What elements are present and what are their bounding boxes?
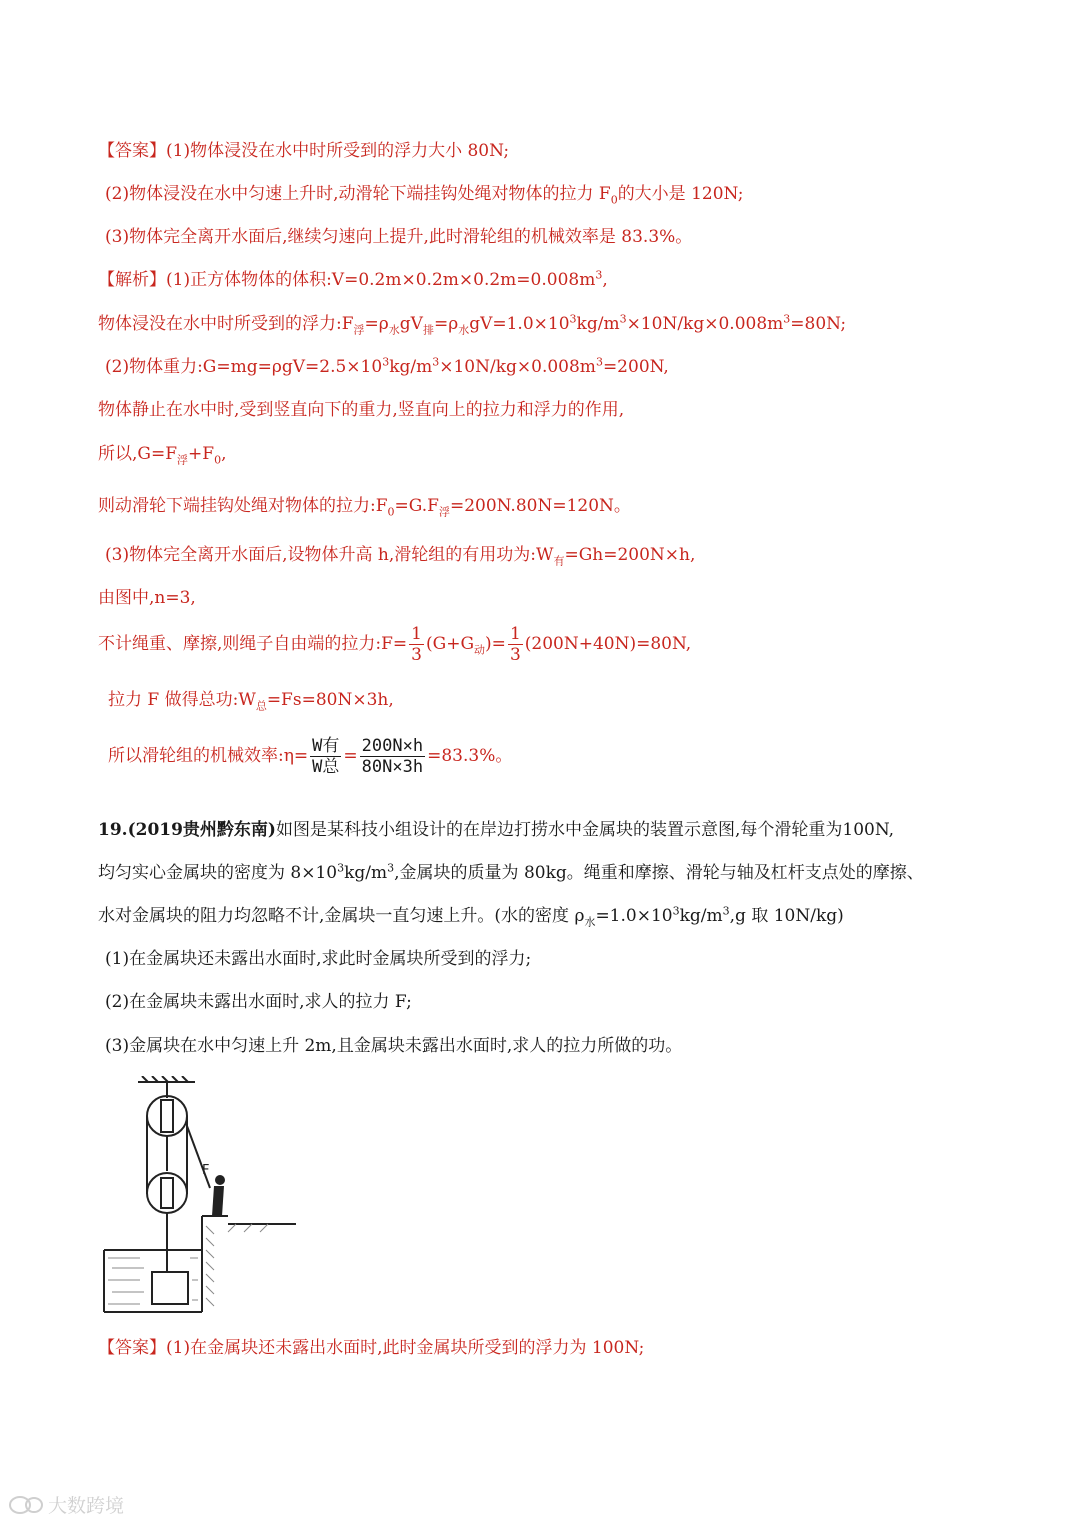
person-icon [212, 1175, 225, 1216]
question-part-3: (3)金属块在水中匀速上升 2m,且金属块未露出水面时,求人的拉力所做的功。 [105, 1036, 683, 1056]
answer-line-2: (2)物体浸没在水中匀速上升时,动滑轮下端挂钩处绳对物体的拉力 $F_0$的大小是 120N; [105, 184, 744, 207]
pulley-diagram [100, 1076, 300, 1316]
watermark [8, 1490, 148, 1520]
question-line-1: 19.(2019贵州黔东南)如图是某科技小组设计的在岸边打捞水中金属块的装置示意图,每个滑轮重为100N, [98, 820, 895, 840]
question-source: (2019贵州黔东南) [127, 820, 276, 840]
answer2-tag: 【答案】 [98, 1338, 166, 1358]
watermark-logo-icon [8, 1490, 148, 1520]
fraction-one-third: $\frac{1}{3}$ [411, 624, 422, 665]
svg-text:大数跨境: 大数跨境 [48, 1495, 125, 1517]
analysis-line-3: (2)物体重力$:G=mg=\rho gV=2.5\times 10^3kg/m^3\times 10N/kg\times 0.008m^3=200N$, [105, 355, 669, 377]
answer2-line-1: 【答案】(1)在金属块还未露出水面时,此时金属块所受到的浮力为 100N; [98, 1338, 645, 1358]
analysis-line-9: 不计绳重、摩擦,则绳子自由端的拉力:F= $\frac{1}{3}$ $(G+G_动)=$ $\frac{1}{3}$ (200N+40N)=80N, [98, 624, 692, 665]
analysis-line-11: 所以滑轮组的机械效率:η= $\frac{\text{W有}}{\text{W总}}$ = $\frac{200N\times h}{80N\times 3h}$ =83.3%。 [108, 736, 513, 777]
question-part-2: (2)在金属块未露出水面时,求人的拉力 F; [105, 992, 412, 1012]
analysis-line-5: 所以$,G=F_浮+F_0$, [98, 444, 227, 467]
question-line-2: 均匀实心金属块的密度为 $8\times 10^3kg/m^3$,金属块的质量为 80kg。绳重和摩擦、滑轮与轴及杠杆支点处的摩擦、 [98, 861, 924, 883]
question-line-3: 水对金属块的阻力均忽略不计,金属块一直匀速上升。(水的密度 $\rho_水=1.0\times 10^3kg/m^3,g$ 取 10N/kg) [98, 904, 844, 929]
analysis-line-2: 物体浸没在水中时所受到的浮力$:F_浮=\rho_水gV_排=\rho_水gV=1.0\times 10^3kg/m^3\times 10N/kg\times 0.008m^3=80N$; [98, 312, 847, 337]
analysis-line-10: 拉力 F 做得总功$:W_总=Fs=80N\times 3h$, [108, 690, 394, 713]
answer-line-1: 【答案】(1)物体浸没在水中时所受到的浮力大小 80N; [98, 141, 510, 161]
analysis-line-8: 由图中,n=3, [98, 588, 196, 608]
analysis-tag: 【解析】 [98, 270, 166, 290]
fraction-one-third: $\frac{1}{3}$ [509, 624, 521, 665]
answer-tag: 【答案】 [98, 141, 166, 161]
analysis-line-4: 物体静止在水中时,受到竖直向下的重力,竖直向上的拉力和浮力的作用, [98, 400, 625, 420]
fraction-efficiency: $\frac{\text{W有}}{\text{W总}}$ [312, 736, 340, 777]
answer-line-3: (3)物体完全离开水面后,继续匀速向上提升,此时滑轮组的机械效率是 83.3%。 [105, 227, 693, 247]
question-part-1: (1)在金属块还未露出水面时,求此时金属块所受到的浮力; [105, 949, 532, 969]
analysis-line-7: (3)物体完全离开水面后,设物体升高 h,滑轮组的有用功为$:W_有=Gh=200N\times h$, [105, 545, 696, 568]
analysis-line-1: 【解析】(1)正方体物体的体积$:V=0.2m\times 0.2m\times 0.2m=0.008m^3$, [98, 268, 608, 290]
fraction-efficiency-values: $\frac{200N\times h}{80N\times 3h}$ [361, 736, 424, 777]
question-number: 19. [98, 820, 128, 840]
force-label: F [202, 1163, 210, 1178]
analysis-line-6: 则动滑轮下端挂钩处绳对物体的拉力$:F_0=G.F_浮=200N.80N=120N$。 [98, 496, 631, 519]
